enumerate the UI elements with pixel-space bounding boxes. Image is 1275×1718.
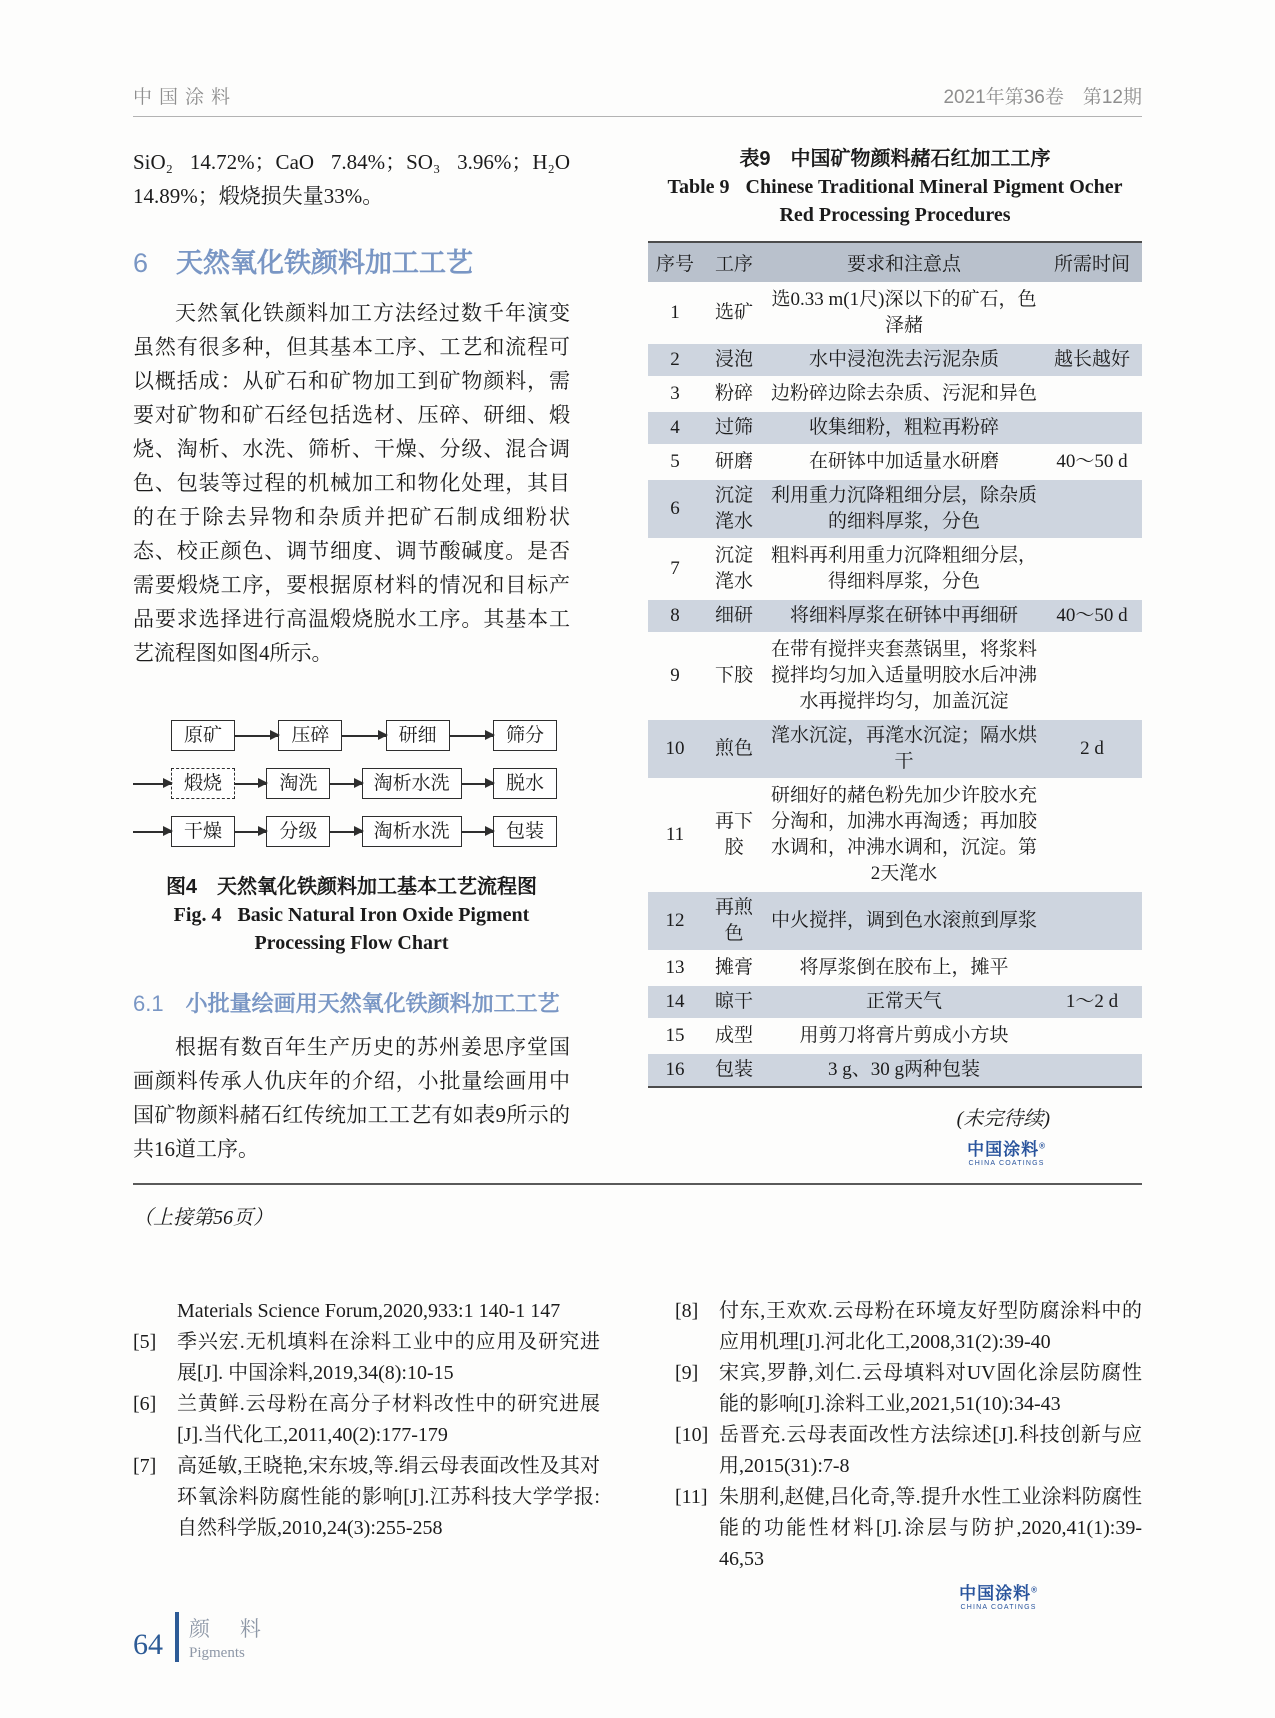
to-be-continued-note: (未完待续) <box>956 1108 1050 1130</box>
flow-step-box: 原矿 <box>171 720 235 751</box>
table-row <box>648 719 1142 779</box>
cell-note: 研细好的赭色粉先加少许胶水充分淘和，加沸水再淘透；再加胶水调和，冲沸水调和，沉淀。第2天滗水 <box>766 779 1042 891</box>
cell-no: 2 <box>648 343 702 377</box>
cell-note: 利用重力沉降粗细分层，除杂质的细料厚浆，分色 <box>766 479 1042 539</box>
cell-no: 1 <box>648 283 702 343</box>
flow-arrow-icon <box>342 735 385 737</box>
cell-no: 14 <box>648 985 702 1019</box>
reference-text: 岳晋充.云母表面改性方法综述[J].科技创新与应用,2015(31):7-8 <box>719 1424 1142 1477</box>
column-header-no: 序号 <box>648 242 702 283</box>
reference-item <box>675 1296 1142 1358</box>
table-9-caption-en-label: Table 9 <box>667 176 730 198</box>
reference-item <box>133 1327 600 1389</box>
cell-note: 水中浸泡洗去污泥杂质 <box>766 343 1042 377</box>
cell-step: 摊膏 <box>702 951 766 985</box>
cell-no: 3 <box>648 377 702 411</box>
procedures-table <box>648 241 1142 1088</box>
cell-step: 晾干 <box>702 985 766 1019</box>
cell-step: 粉碎 <box>702 377 766 411</box>
table-row <box>648 779 1142 891</box>
cell-no: 10 <box>648 719 702 779</box>
section-6-paragraph: 天然氧化铁颜料加工方法经过数千年演变虽然有很多种，但其基本工序、工艺和流程可以概括成：从矿石和矿物加工到矿物颜料，需要对矿物和矿石经包括选材、压碎、研细、煅烧、淘析、水洗、筛析、干燥、分级、混合调色、包装等过程的机械加工和物化处理，其目的在于除去异物和杂质并把矿石制成细粉状态、校正颜色、调节细度、调节酸碱度。是否需要煅烧工序，要根据原材料的情况和目标产品要求选择进行高温煅烧脱水工序。其基本工艺流程图如图4所示。 <box>133 301 570 665</box>
reference-label: [7] <box>133 1455 157 1477</box>
article-body <box>133 145 1142 1167</box>
reference-item <box>675 1482 1142 1575</box>
section-6-number: 6 <box>133 248 149 278</box>
flow-arrow-icon <box>133 783 171 785</box>
reference-label: [6] <box>133 1393 157 1415</box>
cell-note: 将细料厚浆在研钵中再细研 <box>766 599 1042 633</box>
flow-step-box: 煅烧 <box>171 768 235 799</box>
table-9-caption-en-text: Chinese Traditional Mineral Pigment Ocher Red Processing Procedures <box>745 176 1123 226</box>
table-row <box>648 633 1142 719</box>
cell-step: 过筛 <box>702 411 766 445</box>
cell-note: 粗料再利用重力沉降粗细分层，得细料厚浆，分色 <box>766 539 1042 599</box>
cell-note: 用剪刀将膏片剪成小方块 <box>766 1019 1042 1053</box>
cell-note: 滗水沉淀，再滗水沉淀；隔水烘干 <box>766 719 1042 779</box>
logo-cn-text: 中国涂料® <box>959 1584 1038 1603</box>
table-9-caption-en <box>648 173 1142 229</box>
cell-time <box>1042 1019 1142 1053</box>
composition-text: SiO₂ 14.72%；CaO 7.84%；SO₃ 3.96%；H₂O 14.89%；煅烧损失量33%。 <box>133 150 570 208</box>
cell-no: 8 <box>648 599 702 633</box>
table-9-caption <box>648 145 1142 229</box>
flow-step-box: 脱水 <box>493 768 557 799</box>
table-row <box>648 1019 1142 1053</box>
cell-time <box>1042 891 1142 951</box>
reference-text: 高延敏,王晓艳,宋东坡,等.绢云母表面改性及其对环氧涂料防腐性能的影响[J].江苏科技大学学报:自然科学版,2010,24(3):255-258 <box>177 1455 600 1539</box>
cell-step: 沉淀滗水 <box>702 479 766 539</box>
column-header-note: 要求和注意点 <box>766 242 1042 283</box>
footer-section <box>189 1613 273 1662</box>
section-6-1-paragraph: 根据有数百年生产历史的苏州姜思序堂国画颜料传承人仇庆年的介绍，小批量绘画用中国矿物颜料赭石红传统加工工艺有如表9所示的共16道工序。 <box>133 1035 570 1161</box>
cell-time <box>1042 539 1142 599</box>
flow-arrow-icon <box>133 831 171 833</box>
cell-time <box>1042 411 1142 445</box>
flow-step-box: 研细 <box>386 720 450 751</box>
cell-no: 4 <box>648 411 702 445</box>
footer-section-cn: 颜 料 <box>189 1617 273 1641</box>
table-row <box>648 445 1142 479</box>
cell-time <box>1042 951 1142 985</box>
cell-note: 正常天气 <box>766 985 1042 1019</box>
table-9-caption-cn: 表9 中国矿物颜料赭石红加工工序 <box>739 148 1051 170</box>
references-right <box>675 1296 1142 1575</box>
section-6-title: 天然氧化铁颜料加工工艺 <box>176 248 474 278</box>
references-section <box>133 1296 1142 1575</box>
cell-step: 再煎色 <box>702 891 766 951</box>
cell-note: 中火搅拌，调到色水滚煎到厚浆 <box>766 891 1042 951</box>
table-row <box>648 599 1142 633</box>
continued-from-note: （上接第56页） <box>133 1207 273 1229</box>
header-rule <box>133 116 1142 117</box>
column-header-time: 所需时间 <box>1042 242 1142 283</box>
cell-no: 11 <box>648 779 702 891</box>
reference-label: [10] <box>675 1424 709 1446</box>
section-6-1-number: 6.1 <box>133 991 164 1016</box>
cell-note: 边粉碎边除去杂质、污泥和异色 <box>766 377 1042 411</box>
flow-step-box: 干燥 <box>171 816 235 847</box>
flowchart-row <box>133 720 557 751</box>
reference-label: [11] <box>675 1486 708 1508</box>
flow-arrow-icon <box>462 831 493 833</box>
cell-time <box>1042 479 1142 539</box>
figure-caption-en-label: Fig. 4 <box>173 904 222 926</box>
section-6-1-title: 小批量绘画用天然氧化铁颜料加工工艺 <box>185 991 560 1016</box>
references-left <box>133 1296 600 1575</box>
flow-step-box: 筛分 <box>493 720 557 751</box>
cell-no: 9 <box>648 633 702 719</box>
flow-step-box: 包装 <box>493 816 557 847</box>
flow-step-box: 分级 <box>266 816 330 847</box>
table-row <box>648 411 1142 445</box>
cell-no: 16 <box>648 1053 702 1087</box>
flow-arrow-icon <box>462 783 493 785</box>
flow-arrow-icon <box>235 783 266 785</box>
table-row <box>648 891 1142 951</box>
registered-mark: ® <box>1039 1141 1046 1151</box>
cell-no: 15 <box>648 1019 702 1053</box>
flowchart-row <box>133 768 557 799</box>
left-column <box>133 145 570 1167</box>
footer-divider-bar <box>175 1612 179 1662</box>
cell-time: 越长越好 <box>1042 343 1142 377</box>
cell-time <box>1042 633 1142 719</box>
table-row <box>648 479 1142 539</box>
journal-header <box>133 82 1142 109</box>
flow-step-box: 压碎 <box>278 720 342 751</box>
cell-step: 沉淀滗水 <box>702 539 766 599</box>
reference-text: 付东,王欢欢.云母粉在环境友好型防腐涂料中的应用机理[J].河北化工,2008,31(2):39-40 <box>719 1300 1142 1353</box>
figure-caption-en <box>133 901 570 957</box>
cell-no: 13 <box>648 951 702 985</box>
table-row <box>648 985 1142 1019</box>
flow-step-box: 淘析水洗 <box>362 816 462 847</box>
section-6-1-heading <box>133 987 570 1018</box>
reference-label <box>133 1296 177 1327</box>
flow-step-box: 淘析水洗 <box>362 768 462 799</box>
cell-time <box>1042 377 1142 411</box>
table-row <box>648 1053 1142 1087</box>
reference-item <box>133 1451 600 1544</box>
table-row <box>648 951 1142 985</box>
cell-time <box>1042 1053 1142 1087</box>
cell-time <box>1042 779 1142 891</box>
figure-caption-en-text: Basic Natural Iron Oxide Pigment Processing Flow Chart <box>237 904 530 954</box>
reference-text: Materials Science Forum,2020,933:1 140-1 147 <box>177 1300 561 1322</box>
journal-name: 中国涂料 <box>133 87 238 108</box>
cell-step: 下胶 <box>702 633 766 719</box>
table-row <box>648 377 1142 411</box>
cell-step: 成型 <box>702 1019 766 1053</box>
logo-en-text: CHINA COATINGS <box>968 1160 1045 1167</box>
reference-text: 兰黄鲜.云母粉在高分子材料改性中的研究进展[J].当代化工,2011,40(2):177-179 <box>177 1393 600 1446</box>
cell-time: 40～50 d <box>1042 445 1142 479</box>
cell-note: 3 g、30 g两种包装 <box>766 1053 1042 1087</box>
reference-item <box>133 1389 600 1451</box>
cell-no: 5 <box>648 445 702 479</box>
reference-text: 朱朋利,赵健,吕化奇,等.提升水性工业涂料防腐性能的功能性材料[J].涂层与防护,2020,41(1):39-46,53 <box>719 1486 1142 1570</box>
figure-caption-cn: 图4 天然氧化铁颜料加工基本工艺流程图 <box>165 876 538 898</box>
cell-note: 在带有搅拌夹套蒸锅里，将浆料搅拌均匀加入适量明胶水后冲沸水再搅拌均匀，加盖沉淀 <box>766 633 1042 719</box>
table-header-row <box>648 242 1142 283</box>
section-divider <box>133 1183 1142 1185</box>
flow-step-box: 淘洗 <box>266 768 330 799</box>
china-coatings-logo-bottom <box>959 1585 1038 1611</box>
logo-cn-text: 中国涂料® <box>967 1140 1046 1159</box>
cell-no: 6 <box>648 479 702 539</box>
page-number: 64 <box>133 1628 163 1661</box>
reference-text: 季兴宏.无机填料在涂料工业中的应用及研究进展[J]. 中国涂料,2019,34(8):10-15 <box>177 1331 600 1384</box>
cell-step: 选矿 <box>702 283 766 343</box>
cell-step: 浸泡 <box>702 343 766 377</box>
cell-time <box>1042 283 1142 343</box>
flow-arrow-icon <box>450 735 493 737</box>
reference-item <box>675 1420 1142 1482</box>
cell-note: 选0.33 m(1尺)深以下的矿石，色泽赭 <box>766 283 1042 343</box>
page-footer <box>133 1612 273 1662</box>
flow-arrow-icon <box>235 735 278 737</box>
table-row <box>648 343 1142 377</box>
cell-note: 收集细粉，粗粒再粉碎 <box>766 411 1042 445</box>
footer-section-en: Pigments <box>189 1644 245 1661</box>
cell-step: 煎色 <box>702 719 766 779</box>
column-header-step: 工序 <box>702 242 766 283</box>
reference-label: [5] <box>133 1331 157 1353</box>
reference-text: 宋宾,罗静,刘仁.云母填料对UV固化涂层防腐性能的影响[J].涂料工业,2021,51(10):34-43 <box>719 1362 1142 1415</box>
flow-arrow-icon <box>330 783 361 785</box>
flow-arrow-icon <box>235 831 266 833</box>
section-6-heading <box>133 241 570 280</box>
cell-time: 2 d <box>1042 719 1142 779</box>
cell-step: 再下胶 <box>702 779 766 891</box>
cell-note: 将厚浆倒在胶布上，摊平 <box>766 951 1042 985</box>
cell-step: 包装 <box>702 1053 766 1087</box>
reference-item <box>133 1296 600 1327</box>
cell-time: 1～2 d <box>1042 985 1142 1019</box>
cell-note: 在研钵中加适量水研磨 <box>766 445 1042 479</box>
table-row <box>648 283 1142 343</box>
cell-no: 7 <box>648 539 702 599</box>
flow-arrow-icon <box>330 831 361 833</box>
cell-time: 40～50 d <box>1042 599 1142 633</box>
logo-en-text: CHINA COATINGS <box>960 1604 1037 1611</box>
reference-item <box>675 1358 1142 1420</box>
cell-step: 细研 <box>702 599 766 633</box>
cell-no: 12 <box>648 891 702 951</box>
process-flowchart <box>133 720 570 847</box>
figure-caption <box>133 873 570 957</box>
flowchart-row <box>133 816 557 847</box>
registered-mark: ® <box>1031 1585 1038 1595</box>
right-column <box>648 145 1142 1167</box>
reference-label: [9] <box>675 1362 699 1384</box>
table-row <box>648 539 1142 599</box>
cell-step: 研磨 <box>702 445 766 479</box>
reference-label: [8] <box>675 1300 699 1322</box>
china-coatings-logo <box>967 1141 1046 1167</box>
issue-info: 2021年第36卷 第12期 <box>943 87 1142 108</box>
